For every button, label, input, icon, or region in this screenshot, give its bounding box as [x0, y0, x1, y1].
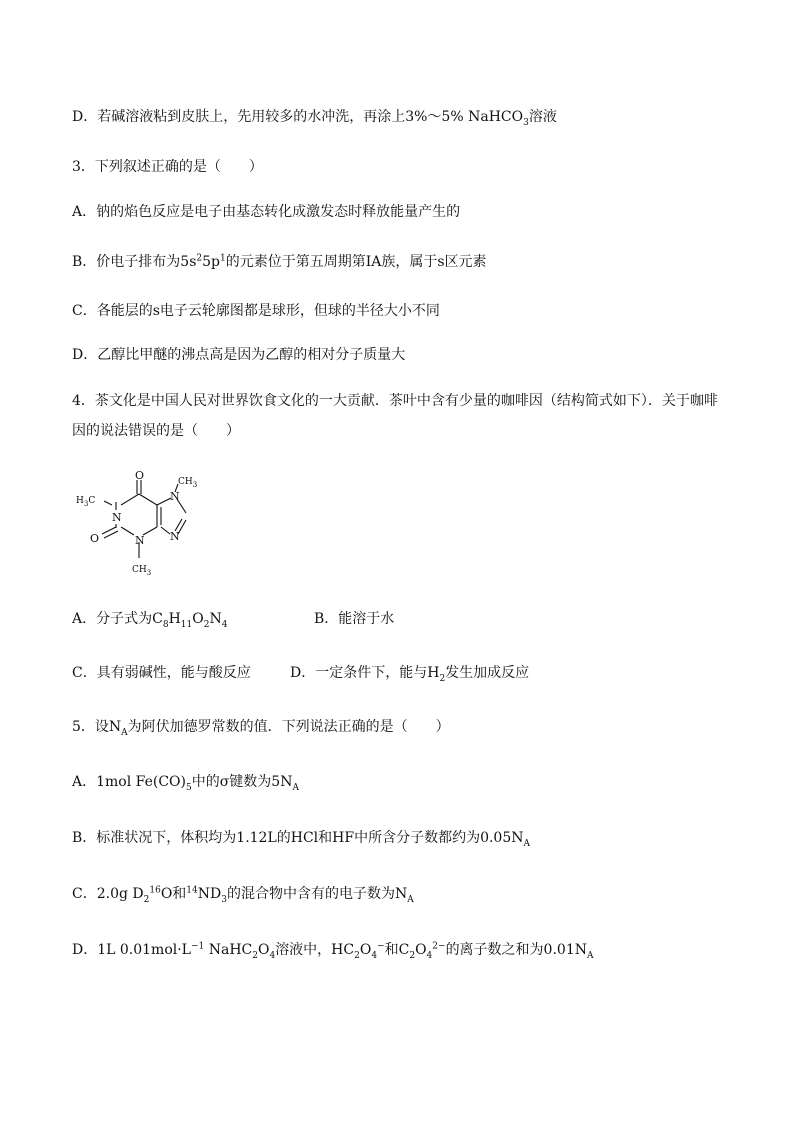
- superscript: 2: [196, 253, 203, 264]
- q3-option-c: C．各能层的s电子云轮廓图都是球形，但球的半径大小不同: [72, 303, 440, 319]
- nitrogen-7: N: [170, 490, 180, 503]
- subscript: 3: [523, 117, 529, 128]
- q3-stem: 3．下列叙述正确的是（ ）: [72, 159, 263, 175]
- methyl-bottom: $CH_3$: [132, 565, 152, 576]
- q2-option-d-text-end: 溶液: [528, 109, 557, 125]
- methyl-left: $H_3C$: [76, 496, 96, 508]
- q5-option-c: C．2.0g $D_2^{16}O$和$^{14}ND_3$的混合物中含有的电子数为$N_A$: [72, 885, 414, 905]
- q2-option-d: [72, 107, 557, 127]
- q3-option-b: [72, 252, 487, 272]
- methyl-top: $CH_3$: [178, 477, 198, 489]
- q5-option-d: D．1L $0.01mol\cdot L^{-1}$ $NaHC_2O_4$溶液中，$HC_2O_4^-$和$C_2O_4^{2-}$的离子数之和为$0.01N_A$: [72, 941, 594, 961]
- oxygen-top: O: [135, 469, 145, 482]
- q5-option-b: B．标准状况下，体积均为1.12L的HCl和HF中所含分子数都约为$0.05N_A$: [72, 830, 530, 849]
- q3-option-b-text: B．价电子排布为5s: [72, 254, 197, 270]
- q5-option-a: A．1mol $Fe(CO)_5$中的σ键数为$5N_A$: [72, 774, 299, 793]
- nitrogen-3: N: [135, 534, 145, 547]
- nitrogen-1: N: [112, 511, 122, 524]
- q4-option-c: C．具有弱碱性，能与酸反应: [72, 665, 251, 681]
- caffeine-structure: [74, 468, 208, 576]
- q5-stem: 5．设$N_A$为阿伏加德罗常数的值．下列说法正确的是（ ）: [72, 719, 450, 738]
- q3-option-b-text: 的元素位于第五周期第ⅠA族，属于s区元素: [225, 254, 487, 270]
- q4-stem-line1: 4．茶文化是中国人民对世界饮食文化的一大贡献．茶叶中含有少量的咖啡因（结构简式如下）．关于咖啡: [72, 393, 718, 409]
- q4-stem-line2: 因的说法错误的是（ ）: [72, 423, 240, 439]
- q4-option-a: A．分子式为$C_8H_{11}O_2N_4$: [72, 611, 228, 630]
- q3-option-a: A．钠的焰色反应是电子由基态转化成激发态时释放能量产生的: [72, 204, 461, 220]
- q4-option-d: D．一定条件下，能与$H_2$发生加成反应: [290, 665, 530, 684]
- q3-option-b-text: 5p: [202, 254, 220, 270]
- nitrogen-9: N: [170, 530, 180, 543]
- oxygen-left: O: [90, 532, 100, 545]
- superscript: 1: [220, 253, 226, 264]
- q3-option-d: D．乙醇比甲醚的沸点高是因为乙醇的相对分子质量大: [72, 347, 406, 363]
- q4-option-b: B．能溶于水: [314, 611, 395, 627]
- q2-option-d-text: D．若碱溶液粘到皮肤上，先用较多的水冲洗，再涂上3%～5% NaHCO: [72, 109, 524, 125]
